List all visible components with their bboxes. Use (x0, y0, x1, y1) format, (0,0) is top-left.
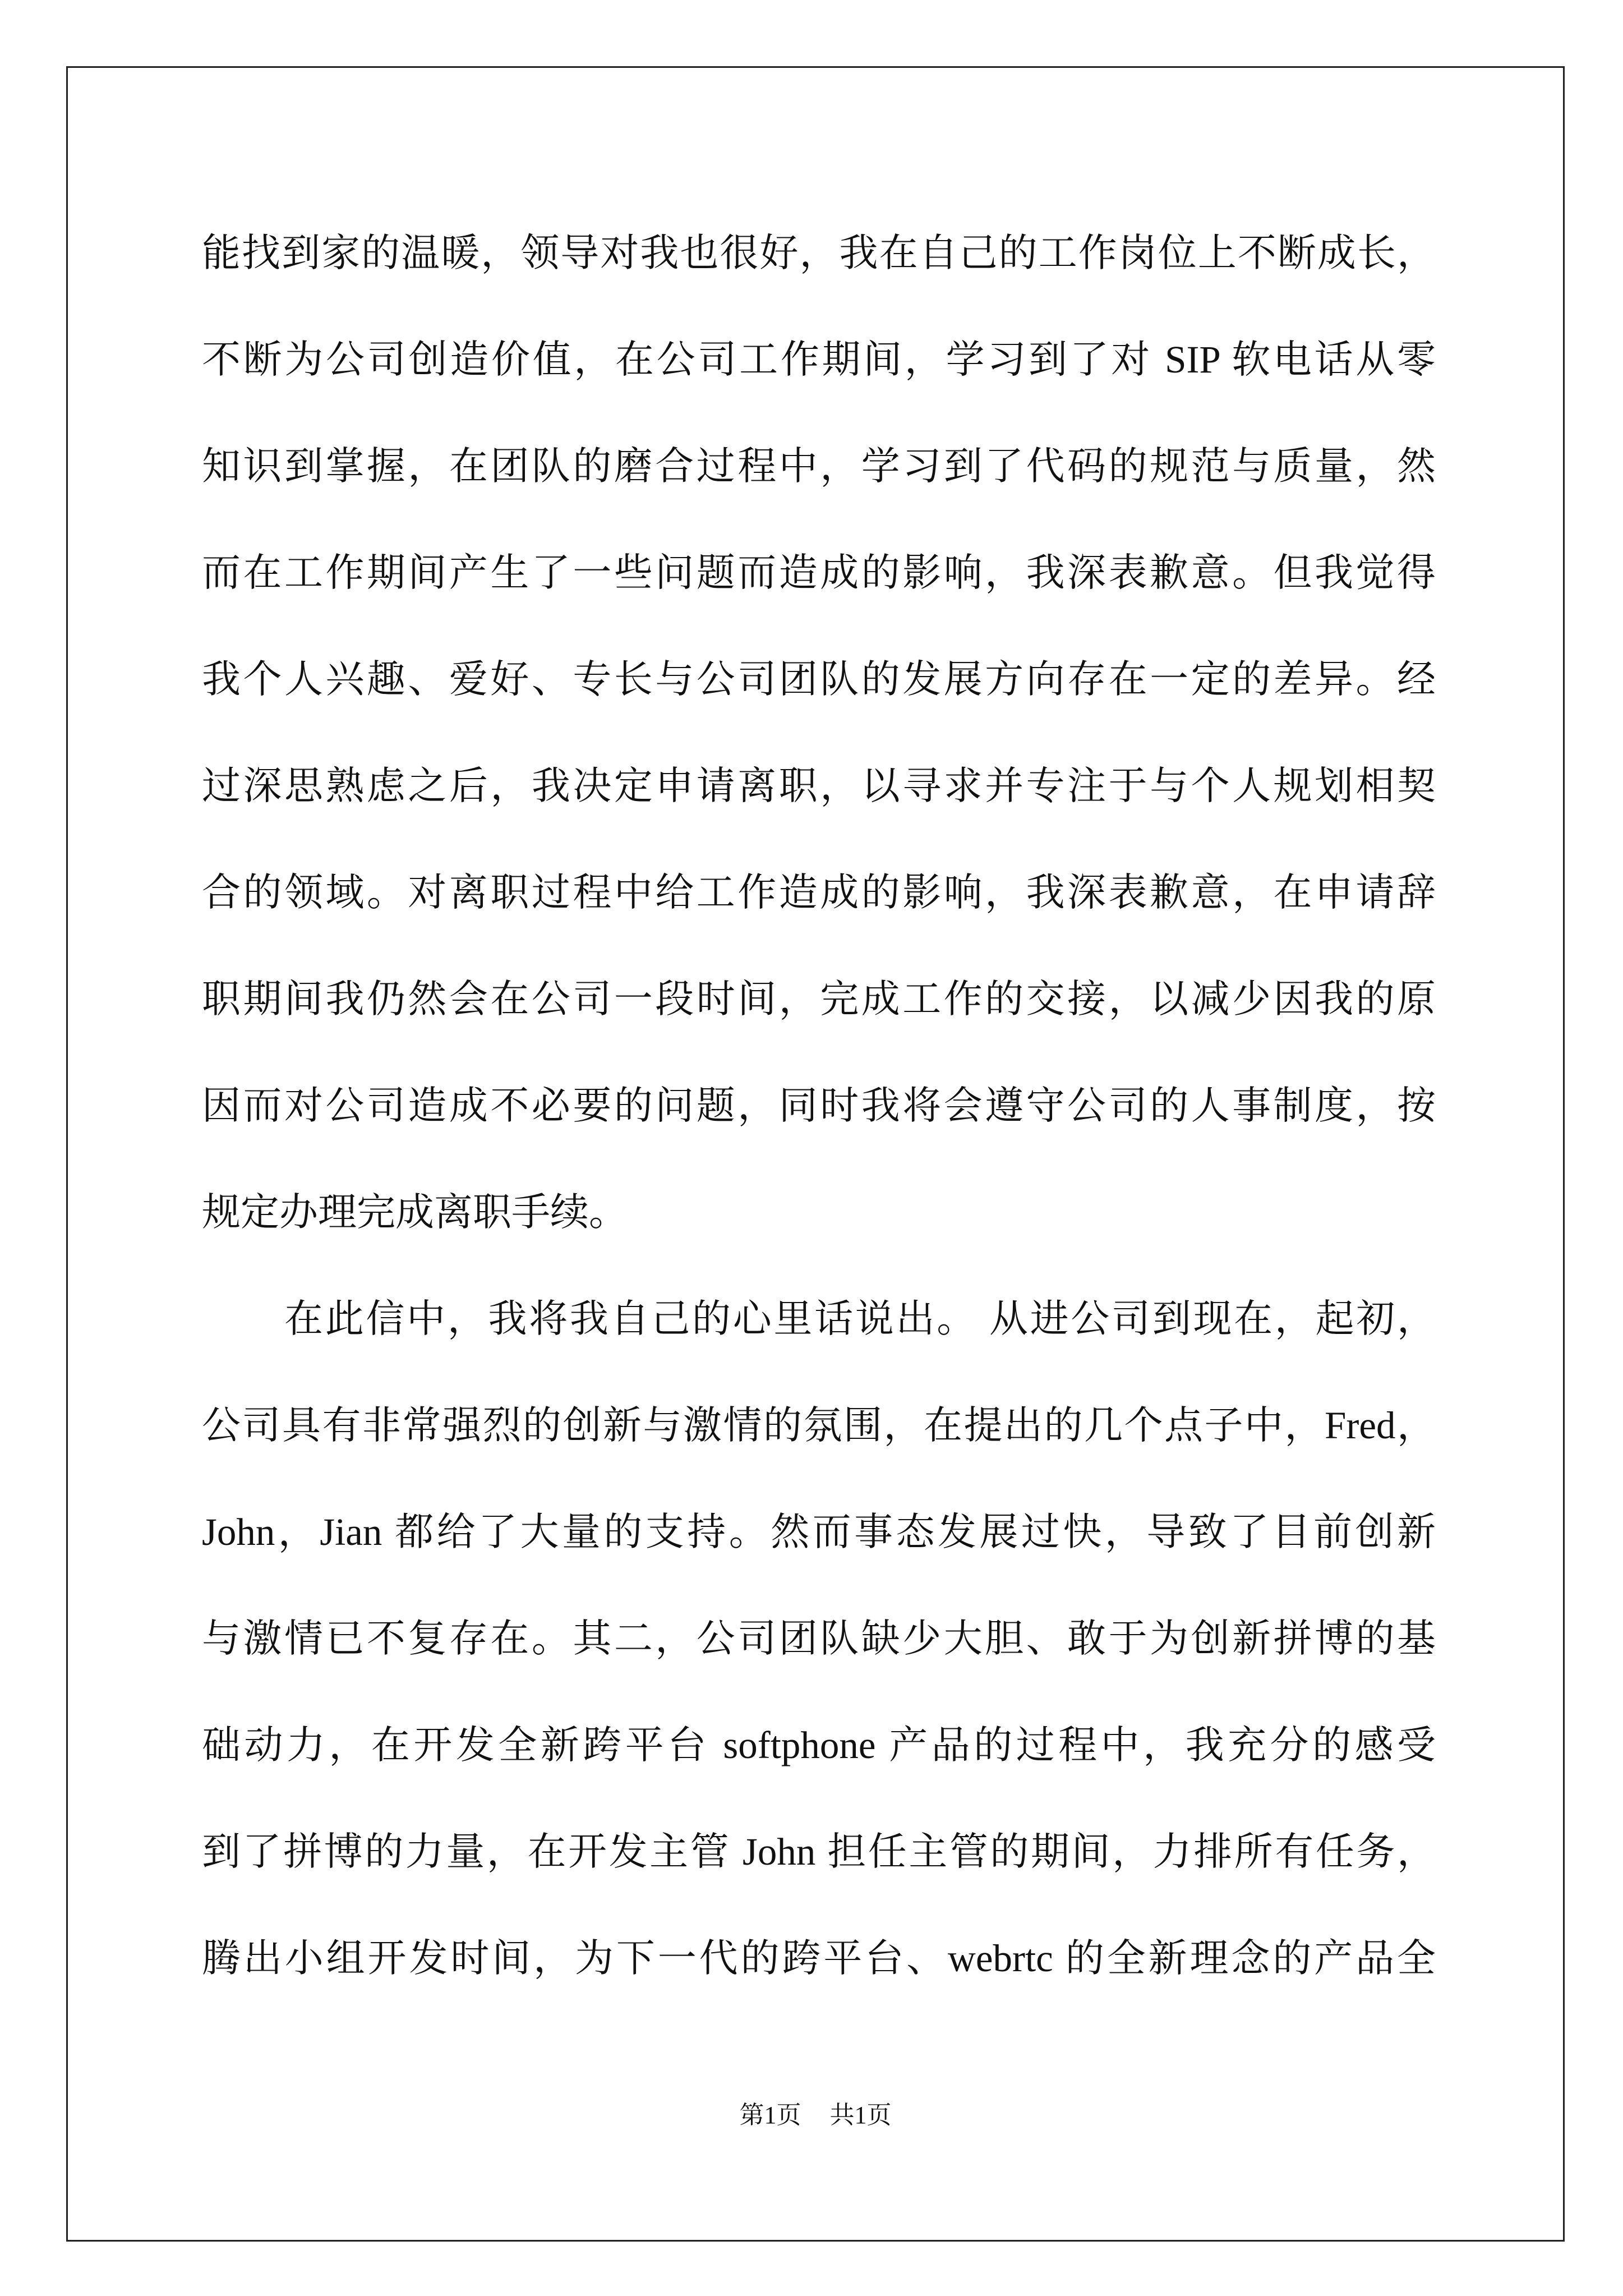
text-line: 在此信中，我将我自己的心里话说出。 从进公司到现在，起初， (284, 1297, 1436, 1340)
text-line: 我个人兴趣、爱好、专长与公司团队的发展方向存在一定的差异。经 (202, 658, 1436, 701)
text-line: John，Jian 都给了大量的支持。然而事态发展过快，导致了目前创新 (202, 1511, 1436, 1553)
text-line: 因而对公司造成不必要的问题，同时我将会遵守公司的人事制度，按 (202, 1084, 1436, 1127)
text-line: 规定办理完成离职手续。 (202, 1191, 628, 1234)
text-line: 过深思熟虑之后，我决定申请离职，以寻求并专注于与个人规划相契 (202, 765, 1436, 807)
text-line: 公司具有非常强烈的创新与激情的氛围，在提出的几个点子中，Fred， (202, 1404, 1436, 1447)
text-line: 能找到家的温暖，领导对我也很好，我在自己的工作岗位上不断成长， (202, 232, 1436, 274)
text-line: 到了拼博的力量，在开发主管 John 担任主管的期间，力排所有任务， (202, 1830, 1436, 1873)
page-number: 第1页 (739, 2101, 801, 2129)
paragraph (202, 200, 1436, 1266)
text-line: 职期间我仍然会在公司一段时间，完成工作的交接，以减少因我的原 (202, 978, 1436, 1020)
page-footer (66, 2099, 1565, 2132)
text-line: 合的领域。对离职过程中给工作造成的影响，我深表歉意，在申请辞 (202, 871, 1436, 914)
text-line: 腾出小组开发时间，为下一代的跨平台、webrtc 的全新理念的产品全 (202, 1937, 1436, 1980)
paragraph (202, 1266, 1436, 2012)
document-body (202, 200, 1436, 2012)
text-line: 不断为公司创造价值，在公司工作期间，学习到了对 SIP 软电话从零 (202, 338, 1436, 381)
text-line: 而在工作期间产生了一些问题而造成的影响，我深表歉意。但我觉得 (202, 551, 1436, 594)
text-line: 知识到掌握，在团队的磨合过程中，学习到了代码的规范与质量，然 (202, 445, 1436, 487)
page-total: 共1页 (829, 2101, 892, 2129)
text-line: 与激情已不复存在。其二，公司团队缺少大胆、敢于为创新拼博的基 (202, 1617, 1436, 1660)
text-line: 础动力，在开发全新跨平台 softphone 产品的过程中，我充分的感受 (202, 1724, 1436, 1766)
